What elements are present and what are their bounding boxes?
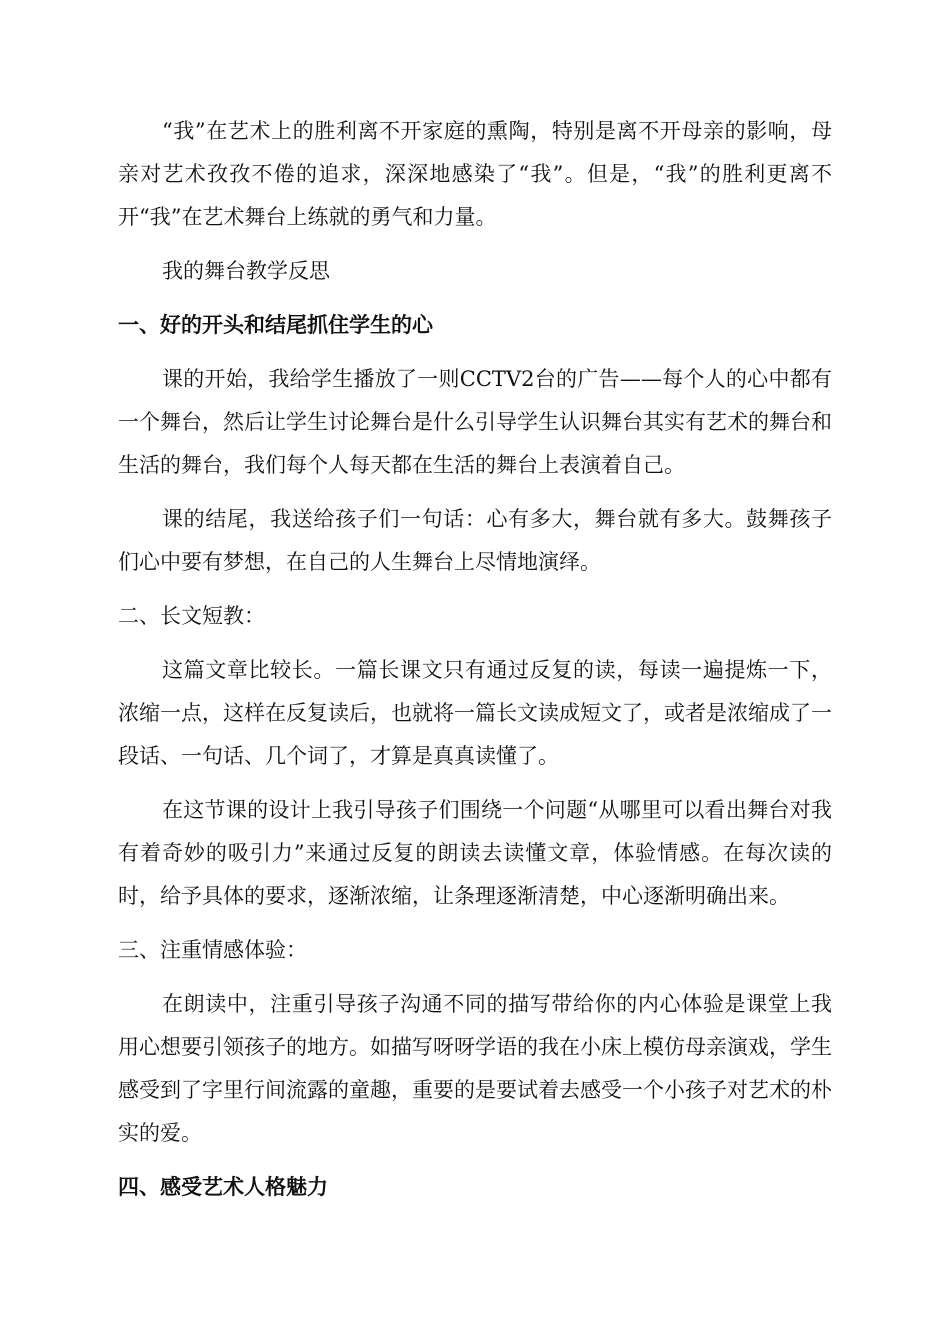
section-heading-1: 一、好的开头和结尾抓住学生的心 bbox=[118, 313, 433, 337]
paragraph-ending: 课的结尾，我送给孩子们一句话：心有多大，舞台就有多大。鼓舞孩子们心中要有梦想，在自己的人生舞台上尽情地演绎。 bbox=[118, 507, 832, 574]
paragraph-emotion: 在朗读中，注重引导孩子沟通不同的描写带给你的内心体验是课堂上我用心想要引领孩子的地方。如描写呀呀学语的我在小床上模仿母亲演戏，学生感受到了字里行间流露的童趣，重要的是要试着去感受一个小孩子对艺术的朴实的爱。 bbox=[118, 992, 832, 1145]
intro-paragraph: “我”在艺术上的胜利离不开家庭的熏陶，特别是离不开母亲的影响，母亲对艺术孜孜不倦的追求，深深地感染了“我”。但是，“我”的胜利更离不开“我”在艺术舞台上练就的勇气和力量。 bbox=[118, 119, 832, 229]
paragraph-long-text: 这篇文章比较长。一篇长课文只有通过反复的读，每读一遍提炼一下，浓缩一点，这样在反复读后，也就将一篇长文读成短文了，或者是浓缩成了一段话、一句话、几个词了，才算是真真读懂了。 bbox=[118, 658, 832, 768]
section-heading-3: 三、注重情感体验： bbox=[118, 938, 307, 962]
paragraph-opening: 课的开始，我给学生播放了一则CCTV2台的广告——每个人的心中都有一个舞台，然后让学生讨论舞台是什么引导学生认识舞台其实有艺术的舞台和生活的舞台，我们每个人每天都在生活的舞台上表演着自己。 bbox=[118, 367, 832, 477]
section-heading-4: 四、感受艺术人格魅力 bbox=[118, 1175, 328, 1199]
document-page bbox=[118, 110, 832, 1209]
article-title: 我的舞台教学反思 bbox=[162, 259, 330, 283]
section-heading-2: 二、长文短教： bbox=[118, 604, 265, 628]
paragraph-lesson-design: 在这节课的设计上我引导孩子们围绕一个问题“从哪里可以看出舞台对我有着奇妙的吸引力”来通过反复的朗读去读懂文章，体验情感。在每次读的时，给予具体的要求，逐渐浓缩，让条理逐渐清楚，中心逐渐明确出来。 bbox=[118, 798, 832, 908]
